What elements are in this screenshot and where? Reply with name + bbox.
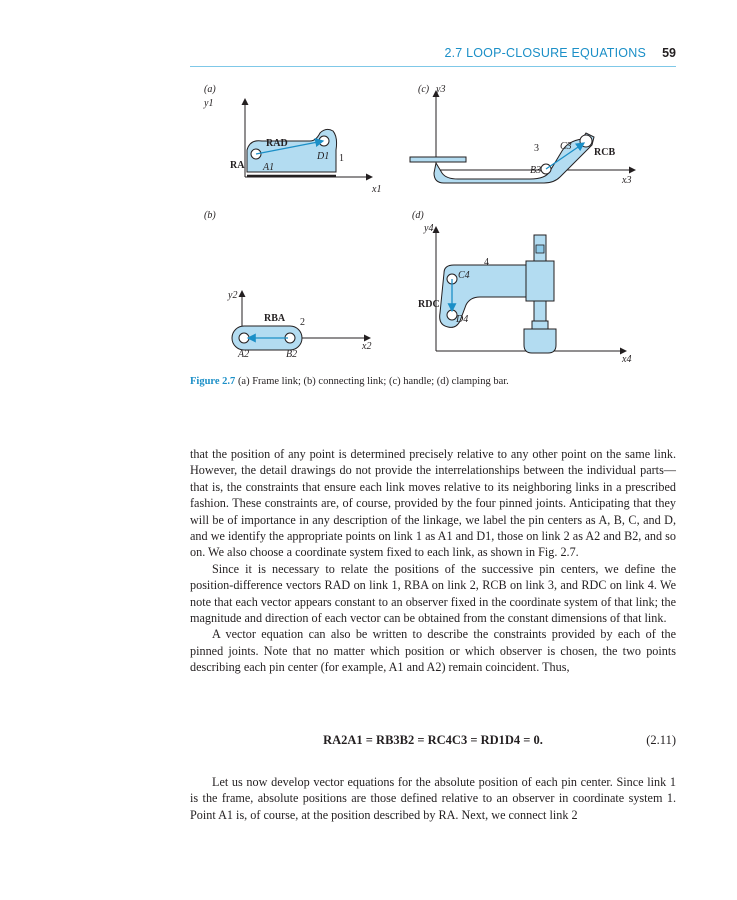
- vector-rcb: RCB: [594, 147, 616, 158]
- main-text: [190, 446, 676, 676]
- pin-d1: D1: [317, 151, 330, 162]
- link-3-label: 3: [534, 143, 539, 154]
- paragraph-1: that the position of any point is determined precisely relative to any other point on the same link. However, the detail drawings do not provide the interrelationships between the individual parts—that is, the constraints that ensure each link moves relative to its neighboring links in a prescribed fashion. These constraints are, of course, provided by the four pinned joints. Anticipating that they will be of importance in any description of the linkage, we label the pin centers as A, B, C, and D, and we identify the appropriate points on link 1 as A1 and D1, those on link 2 as A2 and B2, and so on. We also choose a coordinate system fixed to each link, as shown in Fig. 2.7.: [190, 447, 676, 560]
- link-4-label: 4: [484, 257, 489, 268]
- section-title: 2.7 LOOP-CLOSURE EQUATIONS: [444, 46, 646, 60]
- panel-d-x-label: x4: [622, 354, 632, 365]
- pin-b2: B2: [286, 349, 298, 360]
- figure-caption: [190, 376, 676, 387]
- following-text: [190, 774, 676, 823]
- panel-a-y-label: y1: [204, 98, 214, 109]
- vector-ra: RA: [230, 160, 245, 171]
- pin-d4: D4: [456, 314, 469, 325]
- vector-rad: RAD: [266, 138, 288, 149]
- equation-number: (2.11): [646, 733, 676, 747]
- panel-b-y-label: y2: [228, 290, 238, 301]
- panel-c-tag: (c): [418, 84, 430, 95]
- panel-b-tag: (b): [204, 210, 216, 221]
- vector-rdc: RDC: [418, 299, 440, 310]
- panel-a-x-label: x1: [372, 184, 382, 195]
- caption-text: (a) Frame link; (b) connecting link; (c) handle; (d) clamping bar.: [237, 376, 509, 387]
- panel-a: [203, 84, 381, 195]
- link-1-label: 1: [339, 153, 344, 164]
- running-header: [190, 44, 676, 67]
- equation-2-11: [190, 733, 676, 751]
- panel-b-x-label: x2: [362, 341, 372, 352]
- equation-body: RA2A1 = RB3B2 = RC4C3 = RD1D4 = 0.: [323, 733, 543, 747]
- paragraph-3: A vector equation can also be written to describe the constraints provided by each of the pinned joints. Note that no matter which position or which observer is chosen, the two points describing each pin center (for example, A1 and A2) remain coincident. Thus,: [190, 627, 676, 675]
- pin-c4: C4: [458, 270, 470, 281]
- pin-a1: A1: [263, 162, 275, 173]
- pin-b3: B3: [530, 165, 542, 176]
- pin-a2: A2: [238, 349, 250, 360]
- panel-d-y-label: y4: [424, 223, 434, 234]
- figure-number: Figure 2.7: [190, 376, 236, 387]
- panel-a-tag: (a): [204, 84, 216, 95]
- panel-c-x-label: x3: [622, 175, 632, 186]
- vector-rba: RBA: [264, 313, 286, 324]
- figure-2-7: [190, 75, 676, 370]
- panel-b: [204, 210, 371, 360]
- paragraph-2: Since it is necessary to relate the positions of the successive pin centers, we define the position-difference vectors RAD on link 1, RBA on link 2, RCB on link 3, and RDC on link 4. We note that each vector appears constant to an observer fixed in the coordinate system of that link; the magnitude and direction of each vector can be obtained from the constant dimensions of that link.: [190, 561, 676, 626]
- panel-d-tag: (d): [412, 210, 424, 221]
- panel-d: [412, 210, 631, 365]
- link-2-label: 2: [300, 317, 305, 328]
- panel-c-y-label: y3: [436, 84, 446, 95]
- pin-c3: C3: [560, 141, 572, 152]
- paragraph-4: Let us now develop vector equations for the absolute position of each pin center. Since link 1 is the frame, absolute positions are those defined relative to an observer in coordinate system 1. Point A1 is, of course, at the position described by RA. Next, we connect link 2: [190, 775, 676, 822]
- panel-c: [410, 84, 635, 186]
- page-number: 59: [662, 46, 676, 60]
